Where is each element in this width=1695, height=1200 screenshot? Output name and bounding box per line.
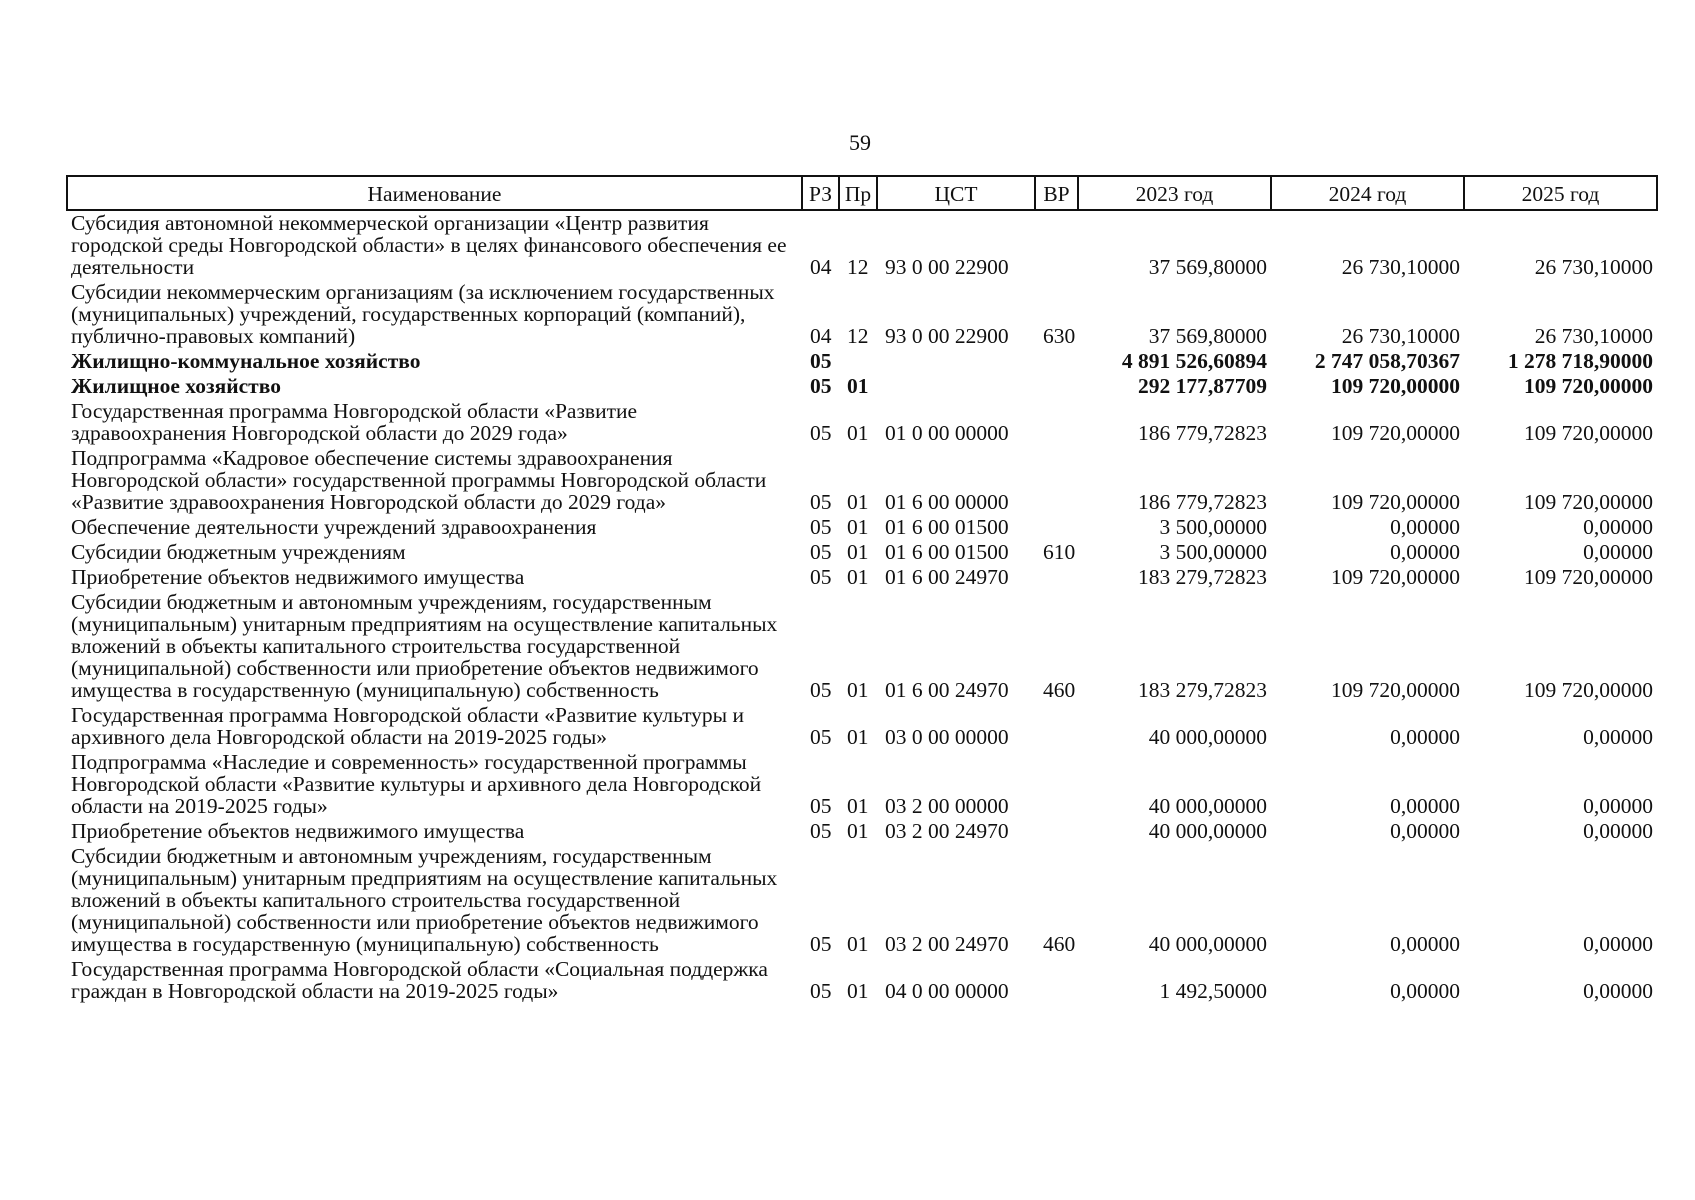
row-vr [1035, 703, 1078, 750]
row-pr [839, 349, 877, 374]
row-2024: 109 720,00000 [1331, 490, 1460, 514]
row-cst: 03 0 00 00000 [885, 725, 1009, 749]
row-2025: 0,00000 [1583, 979, 1653, 1003]
row-rz: 05 [810, 725, 832, 749]
row-2025: 26 730,10000 [1534, 255, 1653, 279]
row-pr: 01 [847, 794, 869, 818]
row-cst: 03 2 00 24970 [885, 819, 1009, 843]
row-2023: 183 279,72823 [1138, 565, 1267, 589]
row-2024: 0,00000 [1390, 932, 1460, 956]
row-cst: 01 6 00 01500 [885, 540, 1009, 564]
table-row [67, 957, 1657, 1004]
row-rz: 05 [810, 540, 832, 564]
table-row [67, 515, 1657, 540]
row-2025: 0,00000 [1583, 540, 1653, 564]
row-2024: 26 730,10000 [1341, 324, 1460, 348]
table-row [67, 565, 1657, 590]
table-row [67, 374, 1657, 399]
row-rz: 05 [810, 374, 832, 398]
row-2024: 109 720,00000 [1331, 678, 1460, 702]
row-2023: 3 500,00000 [1159, 515, 1267, 539]
row-2023: 186 779,72823 [1138, 421, 1267, 445]
row-cst: 93 0 00 22900 [885, 324, 1009, 348]
row-2024: 0,00000 [1390, 794, 1460, 818]
header-2023: 2023 год [1078, 176, 1271, 210]
row-name: Жилищное хозяйство [71, 374, 281, 398]
row-2025: 1 278 718,90000 [1507, 349, 1653, 373]
table-row [67, 349, 1657, 374]
row-cst: 01 6 00 24970 [885, 565, 1009, 589]
table-row [67, 844, 1657, 957]
row-cst: 01 0 00 00000 [885, 421, 1009, 445]
row-vr [1035, 750, 1078, 819]
row-2024: 109 720,00000 [1331, 421, 1460, 445]
row-pr: 01 [847, 515, 869, 539]
row-rz: 05 [810, 678, 832, 702]
row-2024: 0,00000 [1390, 725, 1460, 749]
row-2023: 40 000,00000 [1148, 932, 1267, 956]
row-rz: 05 [810, 349, 832, 373]
row-2024: 0,00000 [1390, 540, 1460, 564]
row-pr: 01 [847, 490, 869, 514]
table-row [67, 540, 1657, 565]
row-pr: 01 [847, 932, 869, 956]
page-number: 59 [849, 130, 871, 155]
row-rz: 05 [810, 490, 832, 514]
row-pr: 01 [847, 421, 869, 445]
row-2023: 292 177,87709 [1138, 374, 1267, 398]
row-2023: 40 000,00000 [1148, 819, 1267, 843]
row-rz: 05 [810, 421, 832, 445]
header-vr: ВР [1035, 176, 1078, 210]
table-row [67, 590, 1657, 703]
table-row [67, 703, 1657, 750]
row-vr: 610 [1043, 540, 1076, 564]
row-vr [1035, 565, 1078, 590]
row-2025: 0,00000 [1583, 932, 1653, 956]
row-pr: 01 [847, 725, 869, 749]
row-2025: 109 720,00000 [1524, 490, 1653, 514]
row-2025: 0,00000 [1583, 515, 1653, 539]
row-cst: 03 2 00 24970 [885, 932, 1009, 956]
row-2023: 37 569,80000 [1148, 324, 1267, 348]
row-vr [1035, 210, 1078, 280]
row-2025: 109 720,00000 [1524, 374, 1653, 398]
row-name: Субсидия автономной некоммерческой организации «Центр развития городской среды Новгородской области» в целях финансового обеспечения ее деятельности [71, 211, 787, 279]
row-2025: 109 720,00000 [1524, 565, 1653, 589]
row-2024: 0,00000 [1390, 819, 1460, 843]
row-2024: 109 720,00000 [1331, 565, 1460, 589]
table-row [67, 280, 1657, 349]
row-rz: 05 [810, 794, 832, 818]
row-2024: 2 747 058,70367 [1314, 349, 1460, 373]
row-vr: 460 [1043, 678, 1076, 702]
row-vr [1035, 957, 1078, 1004]
row-name: Обеспечение деятельности учреждений здравоохранения [71, 515, 597, 539]
row-rz: 04 [810, 255, 832, 279]
table-header-row [67, 176, 1657, 210]
row-name: Приобретение объектов недвижимого имущества [71, 565, 525, 589]
row-2024: 109 720,00000 [1331, 374, 1460, 398]
row-vr: 460 [1043, 932, 1076, 956]
row-name: Субсидии некоммерческим организациям (за исключением государственных (муниципальных) учреждений, государственных корпораций (компаний), публично-правовых компаний) [71, 280, 775, 348]
row-2025: 0,00000 [1583, 819, 1653, 843]
table-row [67, 446, 1657, 515]
budget-table [66, 175, 1658, 1004]
row-name: Государственная программа Новгородской области «Социальная поддержка граждан в Новгородской области на 2019-2025 годы» [71, 957, 768, 1003]
row-2025: 109 720,00000 [1524, 421, 1653, 445]
row-name: Приобретение объектов недвижимого имущества [71, 819, 525, 843]
header-name: Наименование [67, 176, 802, 210]
row-2025: 0,00000 [1583, 794, 1653, 818]
row-cst: 01 6 00 24970 [885, 678, 1009, 702]
row-cst: 04 0 00 00000 [885, 979, 1009, 1003]
row-pr: 12 [847, 255, 869, 279]
row-2025: 26 730,10000 [1534, 324, 1653, 348]
row-rz: 05 [810, 979, 832, 1003]
row-name: Государственная программа Новгородской области «Развитие здравоохранения Новгородской области до 2029 года» [71, 399, 638, 445]
table-row [67, 399, 1657, 446]
row-cst [877, 349, 1035, 374]
row-cst: 03 2 00 00000 [885, 794, 1009, 818]
row-vr [1035, 399, 1078, 446]
row-2023: 4 891 526,60894 [1121, 349, 1267, 373]
row-name: Субсидии бюджетным учреждениям [71, 540, 406, 564]
row-pr: 12 [847, 324, 869, 348]
row-pr: 01 [847, 374, 869, 398]
header-rz: РЗ [802, 176, 839, 210]
row-2023: 186 779,72823 [1138, 490, 1267, 514]
table-row [67, 750, 1657, 819]
header-2024: 2024 год [1271, 176, 1464, 210]
row-pr: 01 [847, 565, 869, 589]
row-2023: 1 492,50000 [1159, 979, 1267, 1003]
header-2025: 2025 год [1464, 176, 1657, 210]
row-vr [1035, 446, 1078, 515]
row-2023: 40 000,00000 [1148, 725, 1267, 749]
row-name: Жилищно-коммунальное хозяйство [71, 349, 421, 373]
row-2024: 26 730,10000 [1341, 255, 1460, 279]
row-2024: 0,00000 [1390, 515, 1460, 539]
row-cst: 01 6 00 01500 [885, 515, 1009, 539]
row-vr: 630 [1043, 324, 1076, 348]
row-rz: 05 [810, 515, 832, 539]
row-rz: 04 [810, 324, 832, 348]
row-name: Подпрограмма «Наследие и современность» государственной программы Новгородской области «Развитие культуры и архивного дела Новгородской области на 2019-2025 годы» [71, 750, 762, 818]
table-row [67, 210, 1657, 280]
row-cst: 01 6 00 00000 [885, 490, 1009, 514]
row-rz: 05 [810, 565, 832, 589]
header-pr: Пр [839, 176, 877, 210]
row-2025: 109 720,00000 [1524, 678, 1653, 702]
row-name: Субсидии бюджетным и автономным учреждениям, государственным (муниципальным) унитарным предприятиям на осуществление капитальных вложений в объекты капитального строительства государственной (муниципальной) собственности или приобретение объектов недвижимого имущества в государственную (муниципальную) собственность [71, 590, 778, 702]
header-cst: ЦСТ [877, 176, 1035, 210]
row-pr: 01 [847, 979, 869, 1003]
row-cst [877, 374, 1035, 399]
row-rz: 05 [810, 819, 832, 843]
row-vr [1035, 515, 1078, 540]
row-vr [1035, 374, 1078, 399]
row-vr [1035, 819, 1078, 844]
row-2023: 183 279,72823 [1138, 678, 1267, 702]
row-pr: 01 [847, 678, 869, 702]
row-pr: 01 [847, 819, 869, 843]
row-2023: 37 569,80000 [1148, 255, 1267, 279]
table-row [67, 819, 1657, 844]
row-rz: 05 [810, 932, 832, 956]
row-name: Государственная программа Новгородской области «Развитие культуры и архивного дела Новгородской области на 2019-2025 годы» [71, 703, 745, 749]
row-2024: 0,00000 [1390, 979, 1460, 1003]
row-cst: 93 0 00 22900 [885, 255, 1009, 279]
row-pr: 01 [847, 540, 869, 564]
row-2025: 0,00000 [1583, 725, 1653, 749]
row-2023: 40 000,00000 [1148, 794, 1267, 818]
row-name: Субсидии бюджетным и автономным учреждениям, государственным (муниципальным) унитарным предприятиям на осуществление капитальных вложений в объекты капитального строительства государственной (муниципальной) собственности или приобретение объектов недвижимого имущества в государственную (муниципальную) собственность [71, 844, 778, 956]
row-vr [1035, 349, 1078, 374]
row-name: Подпрограмма «Кадровое обеспечение системы здравоохранения Новгородской области» государственной программы Новгородской области «Развитие здравоохранения Новгородской области до 2029 года» [71, 446, 767, 514]
row-2023: 3 500,00000 [1159, 540, 1267, 564]
